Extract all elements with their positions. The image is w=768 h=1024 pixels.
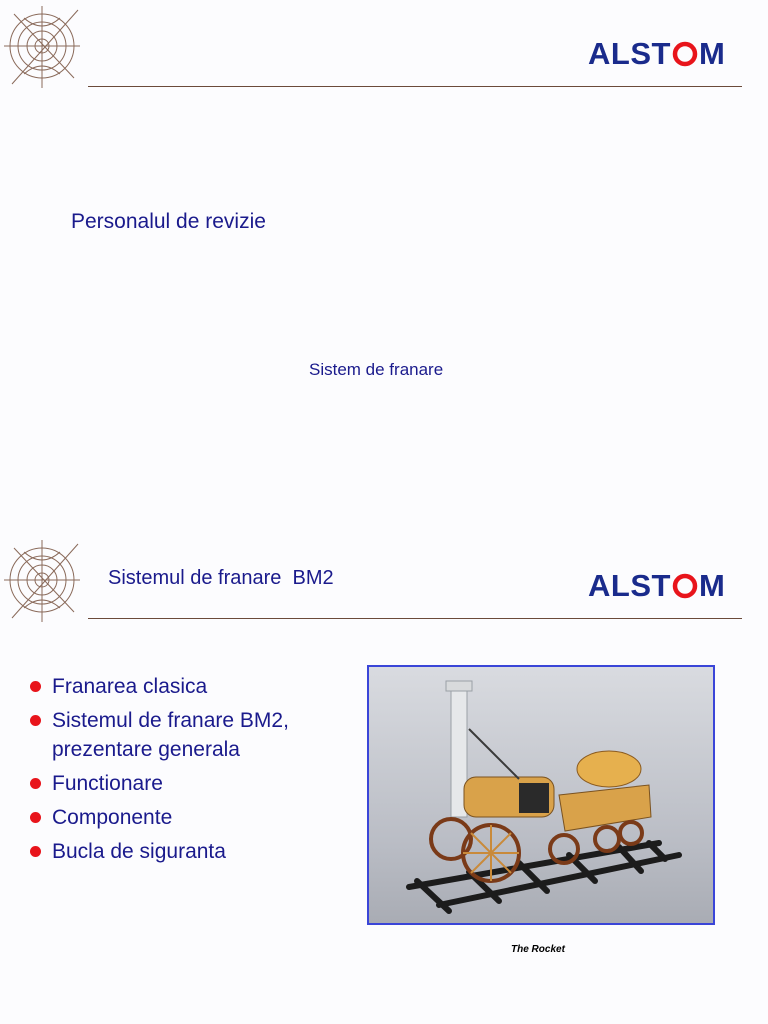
header-rule — [88, 618, 742, 619]
locomotive-photo — [367, 665, 715, 925]
photo-caption: The Rocket — [511, 944, 565, 955]
rocket-locomotive-image — [369, 667, 713, 923]
slide-subtitle: Sistem de franare — [309, 360, 444, 379]
logo-text-left: ALST — [588, 36, 671, 71]
logo-text-right: M — [698, 568, 726, 603]
compass-drawing-icon — [4, 538, 84, 624]
logo-o-icon — [672, 573, 698, 599]
bullet-item: Componente — [28, 803, 328, 832]
bullet-dot-icon — [30, 778, 41, 789]
alstom-logo — [588, 568, 725, 604]
slide-title: Personalul de revizie — [71, 210, 266, 233]
bullet-dot-icon — [30, 846, 41, 857]
bullet-item: Franarea clasica — [28, 672, 328, 701]
logo-text-left: ALST — [588, 568, 671, 603]
bullet-item: Sistemul de franare BM2, prezentare generala — [28, 706, 328, 764]
logo-text-right: M — [698, 36, 726, 71]
header-rule — [88, 86, 742, 87]
compass-drawing-icon — [4, 4, 84, 90]
bullet-dot-icon — [30, 715, 41, 726]
logo-o-icon — [672, 41, 698, 67]
bullet-dot-icon — [30, 681, 41, 692]
bullet-item: Bucla de siguranta — [28, 837, 328, 866]
slide-title: Sistemul de franare BM2 — [108, 567, 334, 589]
bullet-list — [28, 672, 328, 871]
bullet-dot-icon — [30, 812, 41, 823]
slide-2 — [0, 512, 768, 1024]
alstom-logo — [588, 36, 725, 72]
bullet-item: Functionare — [28, 769, 328, 798]
